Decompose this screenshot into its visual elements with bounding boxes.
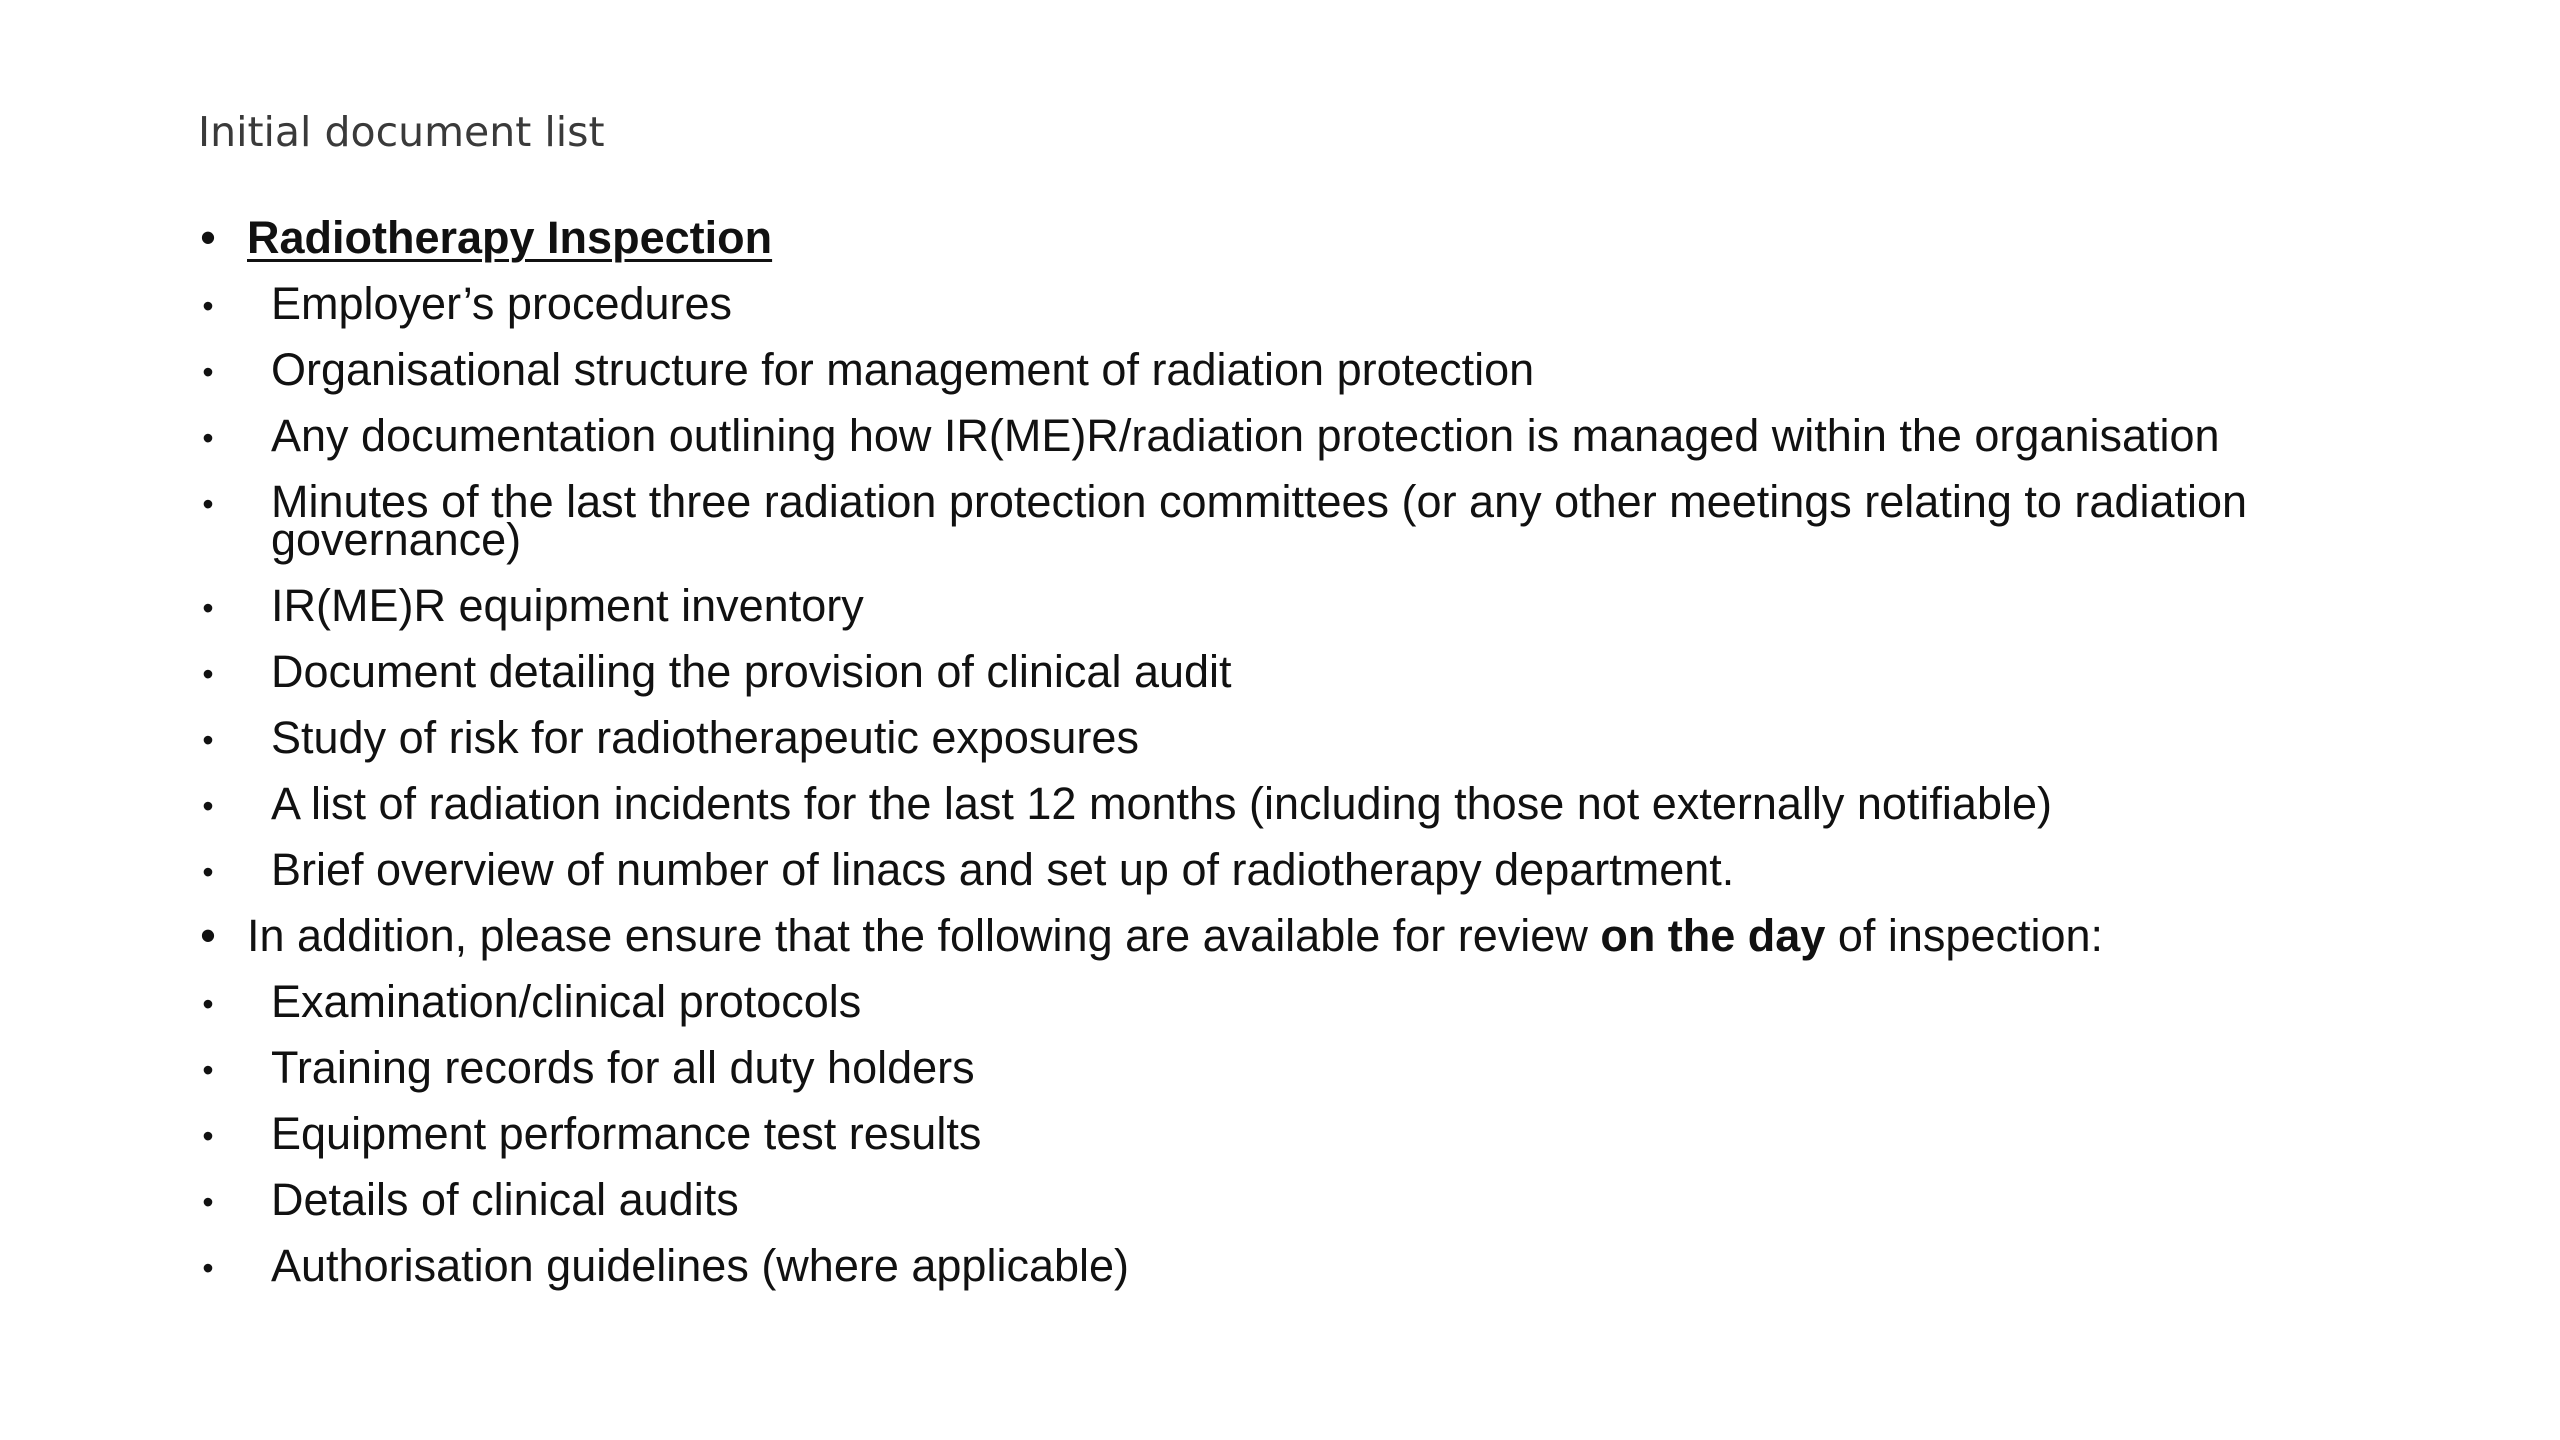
bullet-icon: •	[200, 212, 216, 263]
list-item	[190, 403, 2390, 469]
list-item-text: Examination/clinical protocols	[271, 976, 862, 1027]
list-item	[190, 771, 2390, 837]
list-item	[190, 837, 2390, 903]
bullet-icon: •	[200, 910, 216, 961]
list-item	[190, 573, 2390, 639]
bullet-icon: •	[202, 854, 214, 890]
list-item-text: Equipment performance test results	[271, 1108, 982, 1159]
list-item-text: Minutes of the last three radiation protection committees (or any other meetings relating to radiation governance)	[271, 476, 2248, 565]
slide-title: Initial document list	[198, 108, 605, 156]
list-item	[190, 639, 2390, 705]
bullet-icon: •	[202, 656, 214, 692]
bullet-icon: •	[202, 486, 214, 522]
addition-item	[190, 903, 2390, 969]
list-item-text: Employer’s procedures	[271, 278, 733, 329]
addition-after: of inspection:	[1825, 910, 2104, 961]
bullet-icon: •	[202, 1250, 214, 1286]
list-item	[190, 469, 2390, 573]
bullet-icon: •	[202, 1184, 214, 1220]
list-item	[190, 337, 2390, 403]
list-item	[190, 1233, 2390, 1299]
bullet-icon: •	[202, 1118, 214, 1154]
list-item	[190, 271, 2390, 337]
list-item-text: Authorisation guidelines (where applicable)	[271, 1240, 1130, 1291]
bullet-icon: •	[202, 288, 214, 324]
addition-emphasis: on the day	[1600, 910, 1826, 961]
list-item-text: Training records for all duty holders	[271, 1042, 975, 1093]
list-item	[190, 1167, 2390, 1233]
list-item-text: Document detailing the provision of clinical audit	[271, 646, 1232, 697]
list-item-text: Details of clinical audits	[271, 1174, 739, 1225]
section-heading: Radiotherapy Inspection	[247, 212, 773, 263]
addition-before: In addition, please ensure that the following are available for review	[247, 910, 1601, 961]
list-item-text: IR(ME)R equipment inventory	[271, 580, 864, 631]
list-item	[190, 705, 2390, 771]
bullet-icon: •	[202, 420, 214, 456]
list-item	[190, 1035, 2390, 1101]
bullet-icon: •	[202, 590, 214, 626]
bullet-icon: •	[202, 788, 214, 824]
list-item	[190, 1101, 2390, 1167]
bullet-icon: •	[202, 354, 214, 390]
list-item-text: Brief overview of number of linacs and set up of radiotherapy department.	[271, 844, 1735, 895]
list-item-text: Study of risk for radiotherapeutic exposures	[271, 712, 1139, 763]
list-item-text: Any documentation outlining how IR(ME)R/radiation protection is managed within the organisation	[271, 410, 2220, 461]
list-item	[190, 969, 2390, 1035]
document-list	[190, 205, 2390, 1299]
list-item-text: Organisational structure for management of radiation protection	[271, 344, 1535, 395]
bullet-icon: •	[202, 986, 214, 1022]
bullet-icon: •	[202, 722, 214, 758]
addition-text	[247, 910, 2390, 961]
heading-item	[190, 205, 2390, 271]
list-item-text: A list of radiation incidents for the last 12 months (including those not externally notifiable)	[271, 778, 2052, 829]
bullet-icon: •	[202, 1052, 214, 1088]
